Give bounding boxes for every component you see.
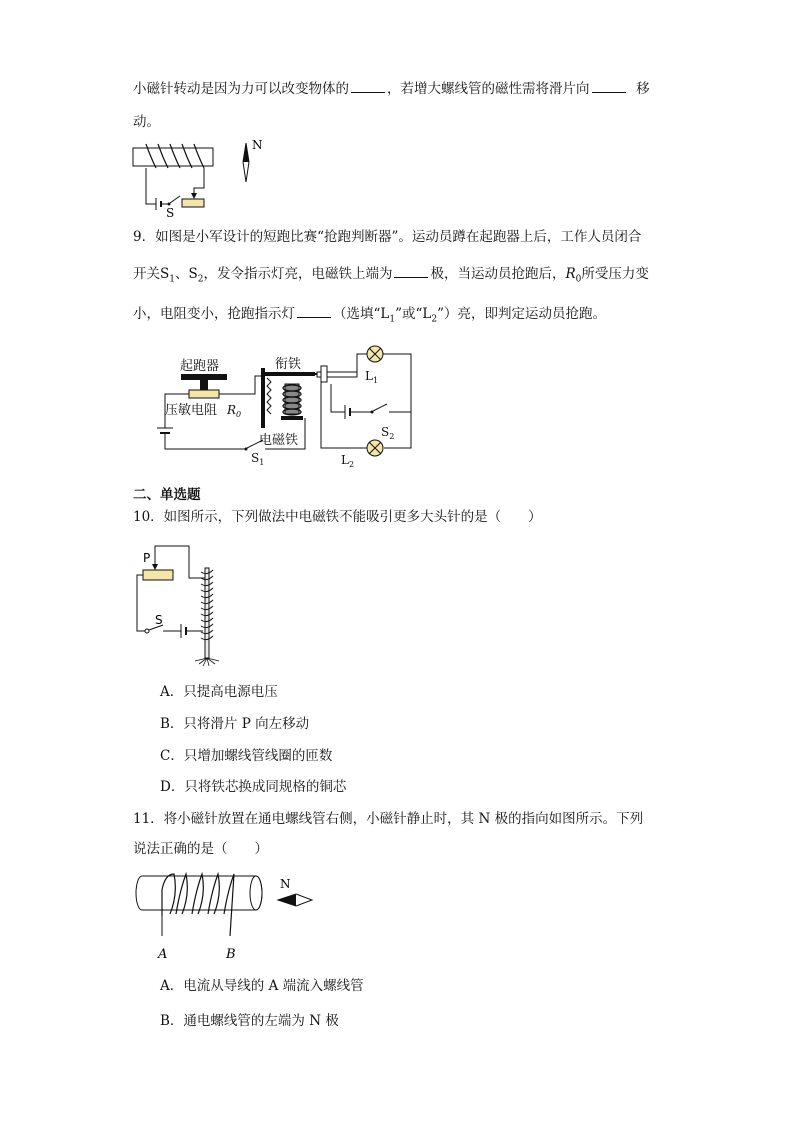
q10-option-a[interactable]: A．只提高电源电压 (160, 684, 278, 700)
q10-option-c[interactable]: C．只增加螺线管线圈的匝数 (160, 748, 333, 764)
q8-line2: 动。 (133, 114, 160, 130)
q9-electromagnet-label: 电磁铁 (259, 433, 299, 448)
q10-switch-label: S (155, 613, 163, 627)
q9-blank-1[interactable] (394, 265, 428, 278)
svg-text:S2: $S_2$ (381, 425, 395, 441)
q10-stem: 10．如图所示，下列做法中电磁铁不能吸引更多大头针的是（ ） (133, 509, 542, 525)
q11-stem-line1: 11．将小磁针放置在通电螺线管右侧，小磁针静止时，其 N 极的指向如图所示。下列 (133, 811, 644, 827)
q11-stem-line2: 说法正确的是（ ） (133, 841, 268, 857)
q11-n-label: N (280, 877, 291, 891)
q9-starter-label: 起跑器 (180, 359, 220, 374)
q10-slider-label: P (143, 551, 151, 565)
q11-label-a: A (158, 947, 168, 962)
q11-option-a[interactable]: A．电流从导线的 A 端流入螺线管 (160, 978, 364, 994)
svg-text:S1: $S_1$ (251, 451, 265, 467)
q8-switch-label: S (166, 206, 175, 220)
svg-text:R0: $R_0$ (227, 403, 242, 419)
q9-line2: 开关$S_1$、$S_2$，发令指示灯亮，电磁铁上端为 极，当运动员抢跑后，$R_0$所受压力变 (133, 266, 649, 285)
q8-compass-label: N (252, 138, 263, 152)
q9-line3: 小，电阻变小，抢跑指示灯 （选填“$L_1$”或“$L_2$”）亮，即判定运动员抢跑。 (133, 306, 607, 325)
q11-label-b: B (226, 947, 236, 962)
svg-text:L2: $L_2$ (341, 453, 355, 469)
q8-line1: 小磁针转动是因为力可以改变物体的 ，若增大螺线管的磁性需将滑片向 移 (133, 81, 650, 97)
q8-blank-1[interactable] (351, 80, 385, 93)
q9-line1: 9．如图是小军设计的短跑比赛“抢跑判断器”。运动员蹲在起跑器上后，工作人员闭合 (133, 229, 642, 245)
q9-blank-2[interactable] (297, 305, 331, 318)
q10-option-b[interactable]: B．只将滑片 P 向左移动 (160, 716, 310, 732)
q10-option-d[interactable]: D．只将铁芯换成同规格的铜芯 (160, 779, 347, 795)
q10-figure (133, 540, 243, 670)
q8-figure (128, 138, 278, 218)
svg-text:L1: $L_1$ (365, 369, 379, 385)
q9-resistor-label: 压敏电阻 (165, 403, 218, 418)
q9-figure (145, 348, 425, 470)
section-title: 二、单选题 (133, 487, 201, 503)
q9-armature-label: 衔铁 (275, 357, 302, 372)
q8-blank-2[interactable] (592, 80, 626, 93)
q11-figure (130, 870, 330, 962)
q11-option-b[interactable]: B．通电螺线管的左端为 N 极 (160, 1013, 339, 1029)
